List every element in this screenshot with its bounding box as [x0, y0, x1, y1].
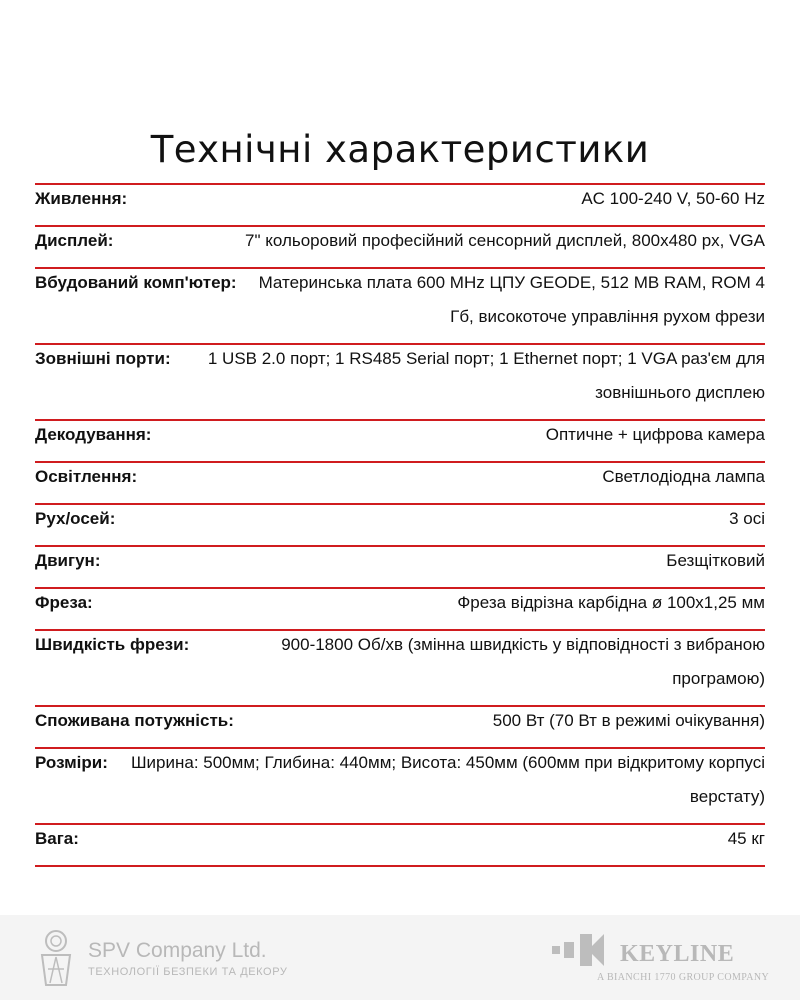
spec-label: Освітлення: — [35, 467, 138, 486]
spec-label: Фреза: — [35, 593, 93, 612]
page-title: Технічні характеристики — [150, 128, 650, 171]
spec-row-power — [35, 183, 765, 225]
spec-row-motor — [35, 545, 765, 587]
spec-value: AC 100-240 V, 50-60 Hz — [581, 189, 765, 208]
spec-row-axes — [35, 503, 765, 545]
spec-label: Рух/осей: — [35, 509, 116, 528]
spec-label: Декодування: — [35, 425, 152, 444]
spec-value: Материнська плата 600 MHz ЦПУ GEODE, 512 MB RAM, ROM 4 Гб, високоточе управління рухом фрези — [258, 273, 765, 326]
spec-row-decoding — [35, 419, 765, 461]
spec-value: 3 осі — [729, 509, 765, 528]
spec-value: Ширина: 500мм; Глибина: 440мм; Висота: 450мм (600мм при відкритому корпусі верстату) — [130, 753, 765, 806]
footer-banner — [0, 915, 800, 1000]
spec-row-power-consumption — [35, 705, 765, 747]
spec-value: Светлодіодна лампа — [602, 467, 765, 486]
keyline-name: KEYLINE — [620, 941, 735, 967]
spv-tagline: ТЕХНОЛОГІЇ БЕЗПЕКИ ТА ДЕКОРУ — [88, 966, 288, 978]
spec-row-display — [35, 225, 765, 267]
spec-value: 7" кольоровий професійний сенсорний дисплей, 800x480 px, VGA — [245, 231, 765, 250]
spec-value: 1 USB 2.0 порт; 1 RS485 Serial порт; 1 Ethernet порт; 1 VGA раз'єм для зовнішнього дисплею — [207, 349, 765, 402]
spec-label: Зовнішні порти: — [35, 349, 171, 368]
spec-label: Двигун: — [35, 551, 101, 570]
spv-crest-icon — [36, 929, 76, 987]
spec-label: Живлення: — [35, 189, 128, 208]
spec-label: Вбудований комп'ютер: — [35, 273, 237, 292]
spec-table — [35, 183, 765, 867]
spec-value: Оптичне + цифрова камера — [545, 425, 765, 444]
spec-label: Вага: — [35, 829, 79, 848]
spec-value: 500 Вт (70 Вт в режимі очікування) — [492, 711, 765, 730]
spec-row-lighting — [35, 461, 765, 503]
spec-row-dimensions — [35, 747, 765, 823]
spec-row-weight — [35, 823, 765, 867]
spec-value: 45 кг — [727, 829, 765, 848]
keyline-key-icon — [552, 932, 606, 968]
spec-value: Безщітковий — [666, 551, 765, 570]
spec-label: Розміри: — [35, 753, 108, 772]
spec-label: Споживана потужність: — [35, 711, 234, 730]
spec-label: Дисплей: — [35, 231, 114, 250]
spec-row-computer — [35, 267, 765, 343]
keyline-tagline: A BIANCHI 1770 GROUP COMPANY — [597, 972, 770, 983]
spec-row-ports — [35, 343, 765, 419]
spec-value: Фреза відрізна карбідна ø 100x1,25 мм — [457, 593, 765, 612]
spec-row-cutter — [35, 587, 765, 629]
spec-label: Швидкість фрези: — [35, 635, 190, 654]
spv-company-name: SPV Company Ltd. — [88, 939, 267, 962]
spec-value: 900-1800 Об/хв (змінна швидкість у відповідності з вибраною програмою) — [281, 635, 765, 688]
spec-row-cutter-speed — [35, 629, 765, 705]
